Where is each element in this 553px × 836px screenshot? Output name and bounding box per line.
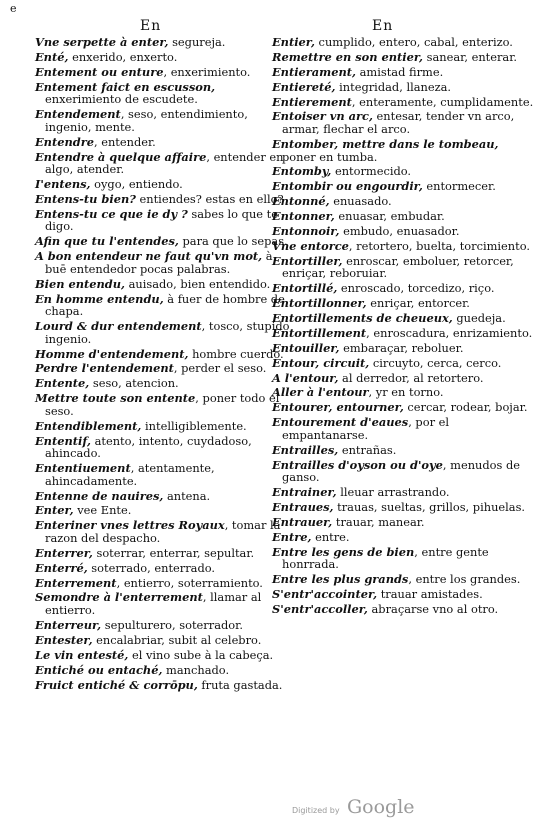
dictionary-entry <box>35 634 291 647</box>
entry-translation: , atentamente, ahincadamente. <box>45 461 215 488</box>
entry-term: S'entr'accointer, <box>272 587 378 602</box>
entry-term: Ententif, <box>35 433 91 448</box>
entry-term: Entendre <box>35 134 94 149</box>
dictionary-entry <box>272 588 534 601</box>
dictionary-entry <box>272 180 534 193</box>
entry-translation: poner en tumba. <box>282 149 378 164</box>
entry-term: Entortillé, <box>272 281 338 296</box>
dictionary-entry <box>35 320 291 345</box>
entry-term: Bien entendu, <box>35 276 125 291</box>
entry-translation: entormecer. <box>422 179 496 194</box>
entry-translation: , entender. <box>93 134 156 149</box>
dictionary-entry <box>35 108 291 133</box>
dictionary-entry <box>35 178 291 191</box>
dictionary-entry <box>35 504 291 517</box>
entry-term: Entoiser vn arc, <box>272 109 373 124</box>
entry-term: Entendre à quelque affaire <box>35 149 207 164</box>
entry-term: Perdre l'entendement <box>35 361 174 376</box>
dictionary-entry <box>35 547 291 560</box>
page-mark: e <box>10 2 17 15</box>
dictionary-entry <box>272 501 534 514</box>
entry-translation: enriçar, entorcer. <box>366 296 470 311</box>
entry-translation: intelligiblemente. <box>141 418 247 433</box>
entry-term: Entierament, <box>272 64 356 79</box>
entry-term: A l'entour, <box>272 370 339 385</box>
entry-term: Entouiller, <box>272 340 340 355</box>
entry-translation: oygo, entiendo. <box>90 177 183 192</box>
dictionary-entry <box>35 392 291 417</box>
entry-translation: trauar, manear. <box>332 514 425 529</box>
entry-translation: , enxerimiento. <box>163 64 251 79</box>
entry-term: Entrailles, <box>272 442 339 457</box>
entry-term: Enterreur, <box>35 617 102 632</box>
entry-translation: à fuer de hombre de chapa. <box>45 291 285 319</box>
entry-translation: trauas, sueltas, grillos, pihuelas. <box>333 500 526 515</box>
entry-translation: para que lo sepas. <box>178 234 288 249</box>
dictionary-entry <box>272 372 534 385</box>
entry-term: Entraues, <box>272 500 334 515</box>
entry-translation: , perder el seso. <box>173 361 267 376</box>
dictionary-entry <box>272 210 534 223</box>
entry-term: Entier, <box>272 35 315 49</box>
entry-term: Entester, <box>35 632 93 647</box>
entry-translation: , llamar al entierro. <box>45 590 262 618</box>
dictionary-entry <box>272 416 534 441</box>
entry-translation: embaraçar, reboluer. <box>339 340 464 355</box>
dictionary-entry <box>35 490 291 503</box>
entry-translation: enxerido, enxerto. <box>68 49 178 64</box>
entry-term: Entombir ou engourdir, <box>272 179 423 194</box>
entry-term: Entement ou enture <box>35 64 164 79</box>
entry-translation: entiendes? estas en ello? <box>135 191 284 206</box>
entry-term: Vne serpette à enter, <box>35 35 169 49</box>
entry-translation: , yr en torno. <box>368 385 444 400</box>
entry-term: Enter, <box>35 503 74 518</box>
entry-term: Lourd & dur entendement <box>35 319 202 334</box>
google-logo: Google <box>347 796 415 818</box>
dictionary-entry <box>272 573 534 586</box>
entry-translation: soterrado, enterrado. <box>87 560 216 575</box>
entry-translation: al derredor, al retortero. <box>338 370 484 385</box>
entry-translation: el vino sube à la cabeça. <box>128 647 274 662</box>
entry-translation: manchado. <box>162 662 230 677</box>
entry-term: Aller à l'entour <box>272 385 369 400</box>
entry-term: Entomby, <box>272 164 332 179</box>
entry-translation: circuyto, cerca, cerco. <box>369 355 502 370</box>
digitized-by-google-watermark <box>292 796 432 820</box>
dictionary-entry <box>35 562 291 575</box>
right-column <box>272 36 534 618</box>
entry-term: A bon entendeur ne faut qu'vn mot, <box>35 249 263 264</box>
entry-term: Entortiller, <box>272 253 343 268</box>
entry-translation: enuasar, embudar. <box>334 209 445 224</box>
dictionary-entry <box>35 278 291 291</box>
dictionary-entry <box>272 459 534 484</box>
entry-translation: sabes lo que te digo. <box>45 206 278 234</box>
entry-translation: sepulturero, soterrador. <box>101 617 243 632</box>
dictionary-entry <box>272 255 534 280</box>
entry-term: Vne entorce <box>272 238 349 253</box>
dictionary-entry <box>272 195 534 208</box>
dictionary-entry <box>272 240 534 253</box>
left-running-head: En <box>140 18 162 34</box>
dictionary-entry <box>272 546 534 571</box>
entry-term: Semondre à l'enterrement <box>35 590 203 605</box>
entry-term: Entrauer, <box>272 514 333 529</box>
dictionary-entry <box>272 603 534 616</box>
entry-translation: hombre cuerdo. <box>188 346 284 361</box>
dictionary-entry <box>272 386 534 399</box>
dictionary-entry <box>272 66 534 79</box>
entry-translation: , enroscadura, enrizamiento. <box>366 325 533 340</box>
dictionary-entry <box>35 577 291 590</box>
dictionary-entry <box>35 66 291 79</box>
entry-translation: , entender en algo, atender. <box>45 149 284 177</box>
entry-term: Enté, <box>35 49 69 64</box>
entry-translation: entre. <box>311 529 350 544</box>
entry-translation: atento, intento, cuydadoso, ahincado. <box>45 433 252 461</box>
dictionary-entry <box>35 435 291 460</box>
entry-translation: cumplido, entero, cabal, enterizo. <box>314 35 513 49</box>
dictionary-entry <box>35 193 291 206</box>
entry-term: Entortillonner, <box>272 296 367 311</box>
entry-term: Mettre toute son entente <box>35 391 196 406</box>
entry-translation: integridad, llaneza. <box>335 79 452 94</box>
left-column <box>35 36 291 693</box>
entry-term: Ententiuement <box>35 461 131 476</box>
dictionary-entry <box>272 342 534 355</box>
entry-translation: , tomar la razon del despacho. <box>45 518 281 545</box>
dictionary-entry <box>35 519 291 544</box>
digitized-label: Digitized by <box>292 806 340 815</box>
entry-translation: , enteramente, cumplidamente. <box>351 94 534 109</box>
entry-term: Entenne de nauires, <box>35 488 164 503</box>
dictionary-entry <box>272 327 534 340</box>
entry-term: Fruict entiché & corrōpu, <box>35 677 198 692</box>
entry-term: Entre les plus grands <box>272 572 409 587</box>
dictionary-entry <box>272 531 534 544</box>
entry-term: Enteriner vnes lettres Royaux <box>35 518 225 533</box>
entry-translation: cercar, rodear, bojar. <box>403 400 528 415</box>
entry-translation: soterrar, enterrar, sepultar. <box>92 545 255 560</box>
entry-translation: , seso, entendimiento, ingenio, mente. <box>45 107 248 134</box>
entry-term: Enterrement <box>35 575 117 590</box>
dictionary-entry <box>272 165 534 178</box>
dictionary-entry <box>35 136 291 149</box>
entry-term: Entortillement <box>272 325 367 340</box>
entry-term: Entens-tu bien? <box>35 191 136 206</box>
entry-translation: , tosco, stupido ingenio. <box>45 319 290 346</box>
dictionary-entry <box>272 225 534 238</box>
entry-translation: enuasado. <box>329 194 392 209</box>
entry-term: Entiereté, <box>272 79 336 94</box>
entry-term: Entrailles d'oyson ou d'oye <box>272 457 443 472</box>
entry-term: Entendement <box>35 107 121 122</box>
entry-translation: , menudos de ganso. <box>282 457 521 485</box>
dictionary-entry <box>272 401 534 414</box>
entry-translation: seso, atencion. <box>89 376 179 391</box>
entry-translation: , entre gente honrrada. <box>282 544 489 572</box>
entry-term: Entourer, entourner, <box>272 400 404 415</box>
dictionary-entry <box>272 486 534 499</box>
entry-translation: entrañas. <box>338 442 397 457</box>
entry-translation: enroscado, torcedizo, riço. <box>337 281 495 296</box>
entry-translation: entormecido. <box>331 164 412 179</box>
entry-term: Enterrer, <box>35 545 93 560</box>
entry-term: Entonné, <box>272 194 330 209</box>
entry-term: Entente, <box>35 376 90 391</box>
dictionary-entry <box>272 444 534 457</box>
entry-term: S'entr'accoller, <box>272 601 368 616</box>
dictionary-entry <box>35 81 291 106</box>
entry-translation: entesar, tender vn arco, armar, flechar el arco. <box>282 109 515 137</box>
entry-term: En homme entendu, <box>35 291 164 306</box>
dictionary-entry <box>35 649 291 662</box>
entry-translation: à buē entendedor pocas palabras. <box>45 249 273 276</box>
entry-term: Entiché ou entaché, <box>35 662 163 677</box>
entry-term: Entre les gens de bien <box>272 544 415 559</box>
dictionary-entry <box>35 377 291 390</box>
dictionary-entry <box>272 282 534 295</box>
entry-term: Entrainer, <box>272 485 337 500</box>
entry-translation: enroscar, emboluer, retorcer, enriçar, reboruiar. <box>282 253 514 281</box>
entry-translation: , poner todo el seso. <box>45 391 280 418</box>
entry-translation: antena. <box>163 488 211 503</box>
dictionary-entry <box>35 235 291 248</box>
dictionary-entry <box>272 81 534 94</box>
entry-term: Entendiblement, <box>35 418 142 433</box>
entry-term: Entonner, <box>272 209 335 224</box>
dictionary-entry <box>272 516 534 529</box>
entry-term: Entonnoir, <box>272 223 340 238</box>
dictionary-entry <box>35 679 291 692</box>
dictionary-entry <box>35 462 291 487</box>
entry-translation: embudo, enuasador. <box>339 223 460 238</box>
entry-translation: lleuar arrastrando. <box>336 485 450 500</box>
dictionary-entry <box>35 420 291 433</box>
entry-translation: auisado, bien entendido. <box>124 276 271 291</box>
entry-translation: , entierro, soterramiento. <box>116 575 263 590</box>
entry-term: Entourement d'eaues <box>272 415 409 430</box>
dictionary-entry <box>272 297 534 310</box>
dictionary-entry <box>35 664 291 677</box>
entry-translation: sanear, enterar. <box>423 49 518 64</box>
entry-translation: vee Ente. <box>73 503 132 518</box>
dictionary-entry <box>35 208 291 233</box>
entry-translation: encalabriar, subit al celebro. <box>92 632 262 647</box>
dictionary-entry <box>272 312 534 325</box>
entry-translation: segureja. <box>168 35 226 49</box>
entry-term: Afin que tu l'entendes, <box>35 234 179 249</box>
entry-term: Homme d'entendement, <box>35 346 189 361</box>
entry-term: Entortillements de cheueux, <box>272 311 453 326</box>
dictionary-entry <box>272 51 534 64</box>
entry-translation: abraçarse vno al otro. <box>367 601 499 616</box>
entry-translation: guedeja. <box>452 311 506 326</box>
dictionary-entry <box>35 293 291 318</box>
entry-term: Entre, <box>272 529 312 544</box>
entry-translation: , entre los grandes. <box>408 572 521 587</box>
entry-translation: , por el empantanarse. <box>282 415 450 442</box>
entry-translation: fruta gastada. <box>197 677 283 692</box>
dictionary-entry <box>272 357 534 370</box>
dictionary-entry <box>35 250 291 275</box>
entry-translation: amistad firme. <box>356 64 444 79</box>
dictionary-entry <box>35 591 291 616</box>
entry-translation: enxerimiento de escudete. <box>45 92 198 107</box>
entry-term: I'entens, <box>35 177 91 192</box>
dictionary-entry <box>272 138 534 163</box>
entry-term: Entierement <box>272 94 352 109</box>
entry-term: Entour, circuit, <box>272 355 370 370</box>
dictionary-entry <box>35 151 291 176</box>
dictionary-entry <box>35 348 291 361</box>
dictionary-entry <box>35 619 291 632</box>
entry-term: Entens-tu ce que ie dy ? <box>35 206 188 221</box>
entry-translation: , retortero, buelta, torcimiento. <box>348 238 530 253</box>
right-running-head: En <box>372 18 394 34</box>
dictionary-entry <box>35 362 291 375</box>
entry-term: Le vin entesté, <box>35 647 129 662</box>
dictionary-entry <box>35 36 291 49</box>
dictionary-entry <box>272 110 534 135</box>
dictionary-entry <box>272 96 534 109</box>
entry-term: Entement faict en escusson, <box>35 79 216 94</box>
entry-term: Entomber, mettre dans le tombeau, <box>272 136 499 151</box>
dictionary-entry <box>272 36 534 49</box>
entry-translation: trauar amistades. <box>377 587 483 602</box>
dictionary-entry <box>35 51 291 64</box>
entry-term: Remettre en son entier, <box>272 49 424 64</box>
entry-term: Enterré, <box>35 560 88 575</box>
